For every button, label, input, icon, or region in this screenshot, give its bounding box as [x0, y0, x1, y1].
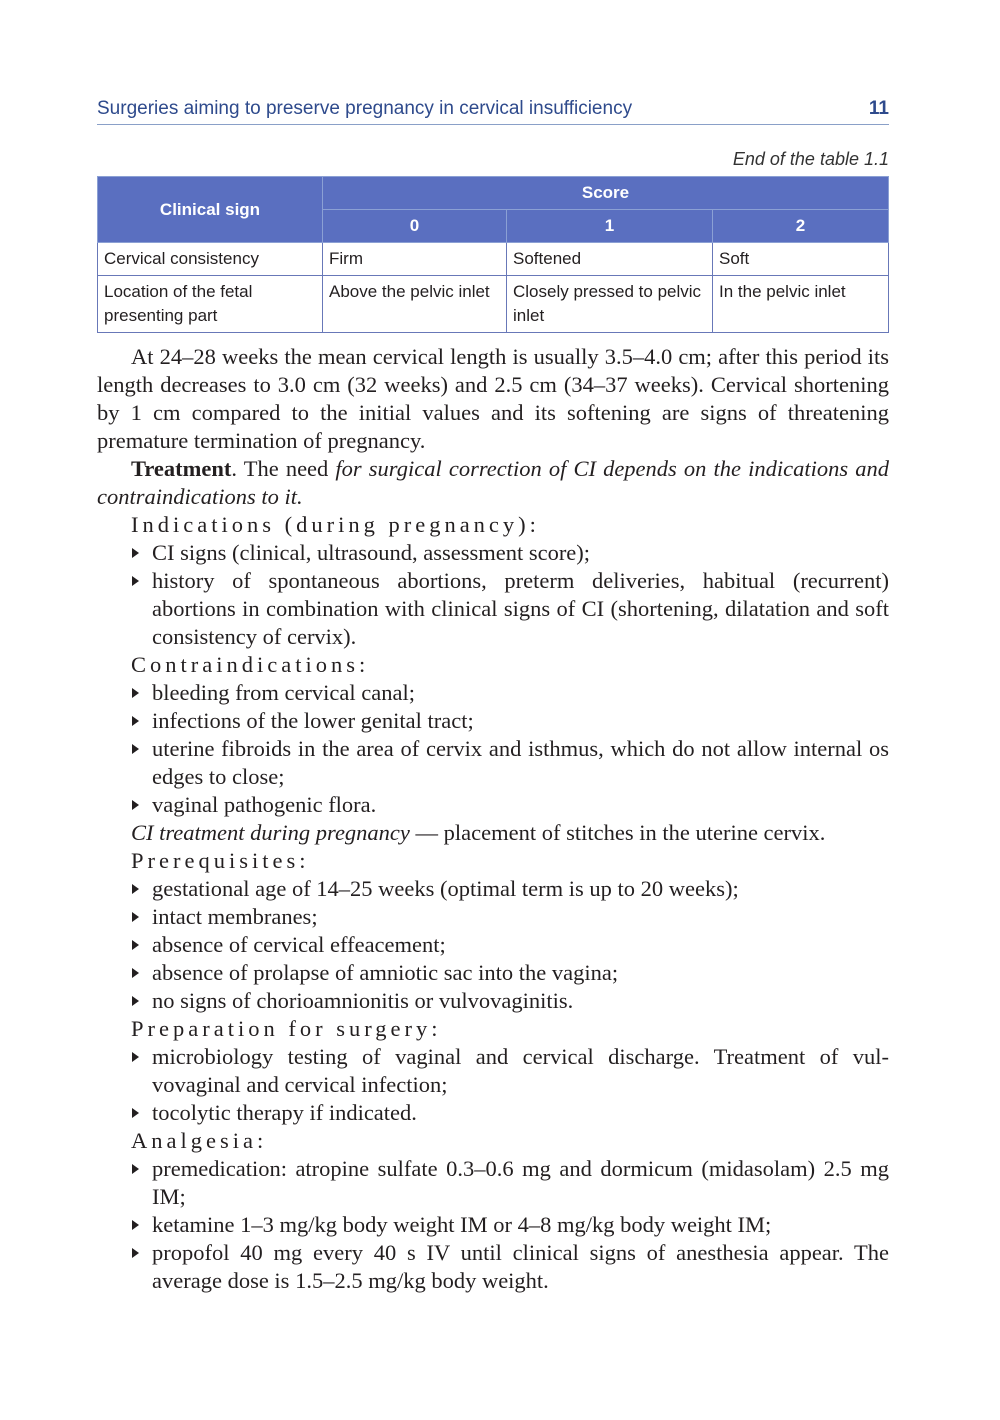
treatment-label: Treatment — [131, 456, 232, 481]
table-cell: Location of the fetal presenting part — [98, 276, 323, 333]
score-2: 2 — [713, 210, 889, 243]
analgesia-heading: Analgesia: — [131, 1128, 268, 1153]
list-item-text: vaginal pathogenic flora. — [152, 792, 377, 817]
paragraph-treatment — [97, 455, 889, 511]
score-0: 0 — [323, 210, 507, 243]
table-cell: Closely pressed to pelvic inlet — [507, 276, 713, 333]
list-item-text: propofol 40 mg every 40 s IV until clinical signs of anesthesia appear. The average dose is 1.5–2.5 mg/kg body weight. — [152, 1240, 889, 1293]
bullet-icon — [132, 884, 139, 894]
col-header-clinical: Clinical sign — [98, 177, 323, 243]
list-item — [97, 567, 889, 651]
list-item — [97, 903, 889, 931]
body-text — [97, 343, 889, 1295]
list-item — [97, 539, 889, 567]
treatment-italic: for surgical correction of CI depends on the indications and contraindications to it. — [97, 456, 889, 509]
list-item-text: tocolytic therapy if indicated. — [152, 1100, 417, 1125]
bullet-icon — [132, 968, 139, 978]
list-item — [97, 1155, 889, 1211]
list-item — [97, 1043, 889, 1099]
list-item-text: intact membranes; — [152, 904, 318, 929]
list-item-text: history of spontaneous abortions, preterm deliveries, habitual (recurrent) abortions in combination with clinical signs of CI (shortening, dilatation and soft consistency of cervix). — [152, 568, 889, 649]
paragraph-cervical-length: At 24–28 weeks the mean cervical length is usually 3.5–4.0 cm; after this period its length decreases to 3.0 cm (32 weeks) and 2.5 cm (34–37 weeks). Cervical shortening by 1 cm compared to the initial values and its softening are signs of threatening premature termination of pregnancy. — [97, 344, 889, 453]
list-item — [97, 1211, 889, 1239]
bullet-icon — [132, 912, 139, 922]
bullet-icon — [132, 716, 139, 726]
bullet-icon — [132, 1108, 139, 1118]
list-item — [97, 707, 889, 735]
table-row — [98, 243, 889, 276]
bullet-icon — [132, 1052, 139, 1062]
bullet-icon — [132, 1164, 139, 1174]
list-item-text: infections of the lower genital tract; — [152, 708, 474, 733]
score-table — [97, 176, 889, 333]
list-item — [97, 679, 889, 707]
list-item-text: CI signs (clinical, ultrasound, assessment score); — [152, 540, 591, 565]
list-item-text: ketamine 1–3 mg/kg body weight IM or 4–8 mg/kg body weight IM; — [152, 1212, 772, 1237]
list-item — [97, 1239, 889, 1295]
bullet-icon — [132, 996, 139, 1006]
list-item-text: gestational age of 14–25 weeks (optimal term is up to 20 weeks); — [152, 876, 739, 901]
contraindications-heading: Contraindications: — [131, 652, 370, 677]
table-cell: In the pelvic inlet — [713, 276, 889, 333]
list-item-text: absence of cervical effeacement; — [152, 932, 446, 957]
table-cell: Above the pelvic inlet — [323, 276, 507, 333]
page-number: 11 — [868, 98, 889, 119]
bullet-icon — [132, 744, 139, 754]
contraindications-list — [97, 679, 889, 819]
bullet-icon — [132, 1220, 139, 1230]
table-caption: End of the table 1.1 — [732, 149, 889, 169]
table-row — [98, 276, 889, 333]
ci-rest: — placement of stitches in the uterine cervix. — [409, 820, 826, 845]
list-item-text: microbiology testing of vaginal and cervical discharge. Treatment of vulvovaginal and cervical infection; — [152, 1044, 889, 1097]
prerequisites-heading: Prerequisites: — [131, 848, 310, 873]
bullet-icon — [132, 800, 139, 810]
indications-list — [97, 539, 889, 651]
list-item — [97, 735, 889, 791]
ci-italic: CI treatment during pregnancy — [131, 820, 410, 845]
table-cell: Firm — [323, 243, 507, 276]
bullet-icon — [132, 1248, 139, 1258]
treatment-mid: . The need — [231, 456, 336, 481]
preparation-list — [97, 1043, 889, 1127]
list-item — [97, 791, 889, 819]
list-item — [97, 931, 889, 959]
list-item-text: bleeding from cervical canal; — [152, 680, 415, 705]
table-cell: Soft — [713, 243, 889, 276]
list-item — [97, 875, 889, 903]
bullet-icon — [132, 940, 139, 950]
list-item-text: absence of prolapse of amniotic sac into the vagina; — [152, 960, 619, 985]
table-cell: Softened — [507, 243, 713, 276]
table-cell: Cervical consistency — [98, 243, 323, 276]
table-header-row — [98, 177, 889, 210]
bullet-icon — [132, 576, 139, 586]
score-1: 1 — [507, 210, 713, 243]
bullet-icon — [132, 688, 139, 698]
list-item-text: uterine fibroids in the area of cervix and isthmus, which do not allow internal os edges to close; — [152, 736, 889, 789]
preparation-heading: Preparation for surgery: — [131, 1016, 442, 1041]
list-item-text: premedication: atropine sulfate 0.3–0.6 mg and dormicum (midasolam) 2.5 mg IM; — [152, 1156, 889, 1209]
indications-heading: Indications (during pregnancy): — [131, 512, 540, 537]
page — [97, 98, 889, 1295]
list-item — [97, 959, 889, 987]
prerequisites-list — [97, 875, 889, 1015]
list-item — [97, 987, 889, 1015]
analgesia-list — [97, 1155, 889, 1295]
header-title: Surgeries aiming to preserve pregnancy in cervical insufficiency — [97, 98, 633, 119]
running-header — [97, 98, 889, 125]
bullet-icon — [132, 548, 139, 558]
list-item-text: no signs of chorioamnionitis or vulvovaginitis. — [152, 988, 574, 1013]
list-item — [97, 1099, 889, 1127]
col-header-score: Score — [323, 177, 889, 210]
paragraph-ci-treatment — [97, 819, 889, 847]
